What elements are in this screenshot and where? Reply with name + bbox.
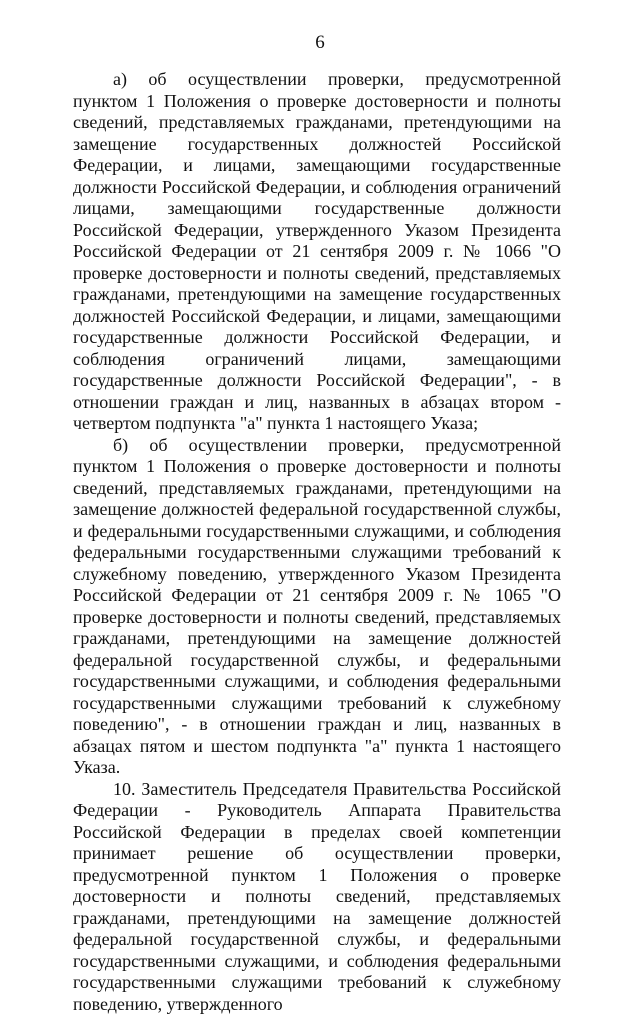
paragraph-item-b: б) об осуществлении проверки, предусмотренной пунктом 1 Положения о проверке достоверности и полноты сведений, представляемых гражданами, претендующими на замещение должностей федеральной государственной службы, и федеральными государственными служащими, и соблюдения федеральными государственными служащими требований к служебному поведению, утвержденного Указом Президента Российской Федерации от 21 сентября 2009 г. № 1065 "О проверке достоверности и полноты сведений, представляемых гражданами, претендующими на замещение должностей федеральной государственной службы, и федеральными государственными служащими, и соблюдения федеральными государственными служащими требований к служебному поведению", - в отношении граждан и лиц, названных в абзацах пятом и шестом подпункта "а" пункта 1 настоящего Указа. [73, 435, 561, 779]
page-number: 6 [0, 32, 640, 54]
paragraph-clause-10: 10. Заместитель Председателя Правительства Российской Федерации - Руководитель Аппарата Правительства Российской Федерации в пределах своей компетенции принимает решение об осуществлении проверки, предусмотренной пунктом 1 Положения о проверке достоверности и полноты сведений, представляемых гражданами, претендующими на замещение должностей федеральной государственной службы, и федеральными государственными служащими, и соблюдения федеральными государственными служащими требований к служебному поведению, утвержденного [73, 779, 561, 1015]
document-body [73, 69, 561, 1015]
paragraph-item-a: а) об осуществлении проверки, предусмотренной пунктом 1 Положения о проверке достоверности и полноты сведений, представляемых гражданами, претендующими на замещение государственных должностей Российской Федерации, и лицами, замещающими государственные должности Российской Федерации, и соблюдения ограничений лицами, замещающими государственные должности Российской Федерации, утвержденного Указом Президента Российской Федерации от 21 сентября 2009 г. № 1066 "О проверке достоверности и полноты сведений, представляемых гражданами, претендующими на замещение государственных должностей Российской Федерации, и лицами, замещающими государственные должности Российской Федерации, и соблюдения ограничений лицами, замещающими государственные должности Российской Федерации", - в отношении граждан и лиц, названных в абзацах втором - четвертом подпункта "а" пункта 1 настоящего Указа; [73, 69, 561, 435]
